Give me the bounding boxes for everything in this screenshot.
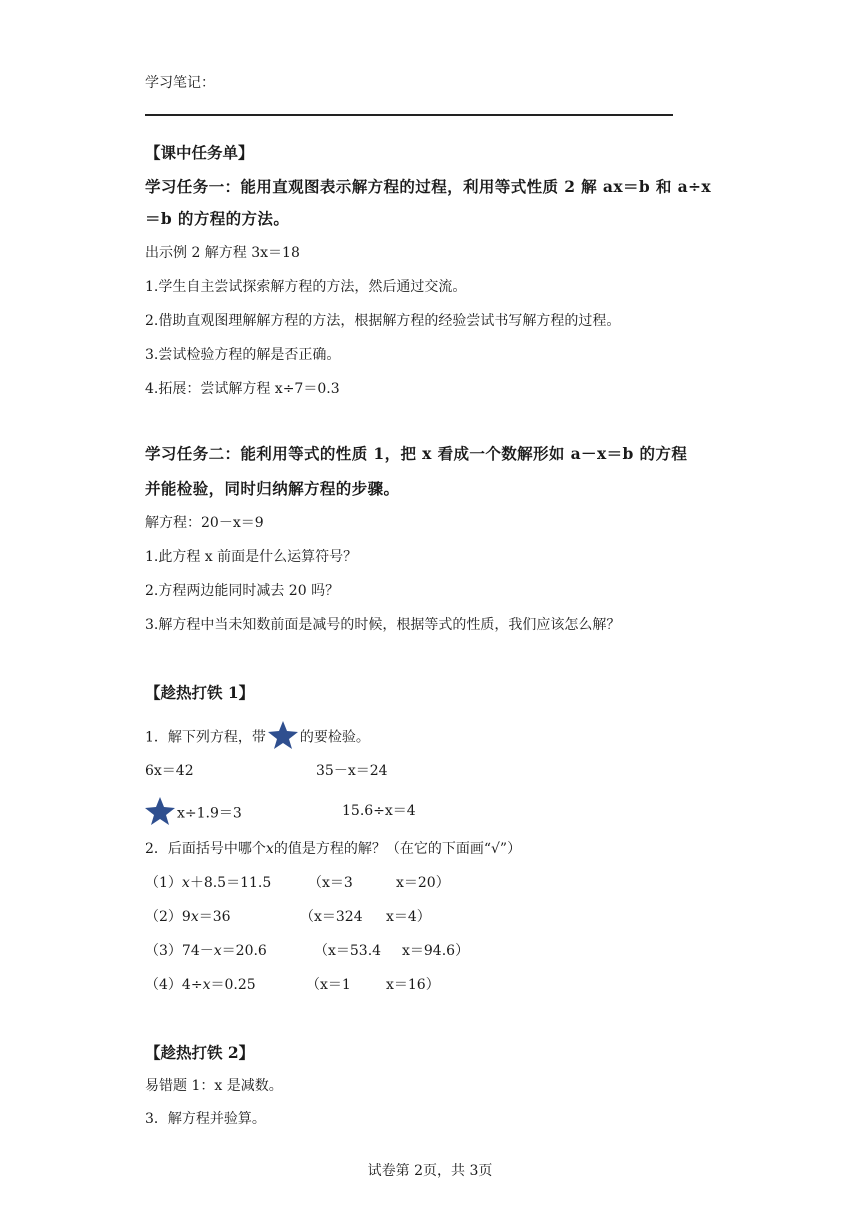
equation-d: 15.6÷x＝4 xyxy=(342,803,416,819)
choice-number: （4） xyxy=(145,977,182,993)
choice-post: ＝36 xyxy=(198,909,231,925)
notes-label: 学习笔记： xyxy=(145,75,215,91)
task1-title-line1: 学习任务一：能用直观图表示解方程的过程，利用等式性质 2 解 ax＝b 和 a÷x xyxy=(145,177,712,196)
choice-pre: 4÷ xyxy=(181,977,203,993)
task1-item-4: 4.拓展：尝试解方程 x÷7＝0.3 xyxy=(145,381,340,397)
choice-row-4 xyxy=(145,976,256,994)
choice-row-1 xyxy=(145,874,271,892)
task1-item-2: 2.借助直观图理解解方程的方法，根据解方程的经验尝试书写解方程的过程。 xyxy=(145,313,621,329)
choice-1-option-1: （x＝3 xyxy=(308,875,353,891)
choice-var: x xyxy=(202,977,211,993)
task2-item-2: 2.方程两边能同时减去 20 吗？ xyxy=(145,583,340,599)
page-footer: 试卷第 2页，共 3页 xyxy=(367,1163,493,1179)
equation-c: x÷1.9＝3 xyxy=(177,805,242,822)
practice2-header: 【趁热打铁 2】 xyxy=(145,1043,255,1062)
notes-rule xyxy=(145,114,673,116)
choice-var: x xyxy=(190,909,199,925)
q1-suffix: 的要检验。 xyxy=(299,729,370,746)
q1-prefix: 1．解下列方程，带 xyxy=(145,729,266,746)
task2-title-line1: 学习任务二：能利用等式的性质 1，把 x 看成一个数解形如 a－x＝b 的方程 xyxy=(145,444,688,463)
choice-2-option-1: （x＝324 xyxy=(300,909,363,925)
choice-post: ＝0.25 xyxy=(210,977,256,993)
choice-post: ＝20.6 xyxy=(221,943,267,959)
task1-item-1: 1.学生自主尝试探索解方程的方法，然后通过交流。 xyxy=(145,279,467,295)
q2-prefix: 2．后面括号中哪个 xyxy=(145,841,266,857)
task2-intro: 解方程：20－x＝9 xyxy=(145,515,264,531)
task2-item-3: 3.解方程中当未知数前面是减号的时候，根据等式的性质，我们应该怎么解？ xyxy=(145,617,621,633)
practice1-q2 xyxy=(145,840,521,858)
choice-number: （3） xyxy=(145,943,182,959)
equation-b: 35－x＝24 xyxy=(316,763,388,779)
choice-4-option-1: （x＝1 xyxy=(306,977,351,993)
choice-1-option-2: x＝20） xyxy=(396,875,450,891)
choice-row-2 xyxy=(145,908,231,926)
choice-3-option-1: （x＝53.4 xyxy=(314,943,382,959)
section-task-header: 【课中任务单】 xyxy=(145,143,254,162)
choice-4-option-2: x＝16） xyxy=(386,977,440,993)
task2-item-1: 1.此方程 x 前面是什么运算符号？ xyxy=(145,549,358,565)
choice-post: ＋8.5＝11.5 xyxy=(189,875,272,891)
choice-number: （2） xyxy=(145,909,182,925)
q2-variable: x xyxy=(265,841,274,857)
practice2-line1: 易错题 1：x 是减数。 xyxy=(145,1078,283,1094)
choice-pre: 74－ xyxy=(181,943,214,959)
task1-title-line2: ＝b 的方程的方法。 xyxy=(145,209,290,228)
choice-number: （1） xyxy=(145,875,182,891)
choice-3-option-2: x＝94.6） xyxy=(402,943,470,959)
task1-item-3: 3.尝试检验方程的解是否正确。 xyxy=(145,347,341,363)
practice1-q1 xyxy=(145,720,370,755)
choice-pre: 9 xyxy=(181,909,191,925)
star-icon xyxy=(266,720,300,755)
equation-a: 6x＝42 xyxy=(145,763,194,779)
choice-row-3 xyxy=(145,942,267,960)
practice2-line2: 3．解方程并验算。 xyxy=(145,1111,266,1127)
task1-intro: 出示例 2 解方程 3x＝18 xyxy=(145,245,300,261)
choice-2-option-2: x＝4） xyxy=(386,909,431,925)
q2-suffix: 的值是方程的解？（在它的下面画“√”） xyxy=(273,841,522,857)
practice1-header: 【趁热打铁 1】 xyxy=(145,683,255,702)
choice-var: x xyxy=(213,943,222,959)
starred-equation-row xyxy=(143,796,242,831)
star-icon xyxy=(143,796,177,831)
task2-title-line2: 并能检验，同时归纳解方程的步骤。 xyxy=(145,479,400,498)
choice-var: x xyxy=(181,875,190,891)
